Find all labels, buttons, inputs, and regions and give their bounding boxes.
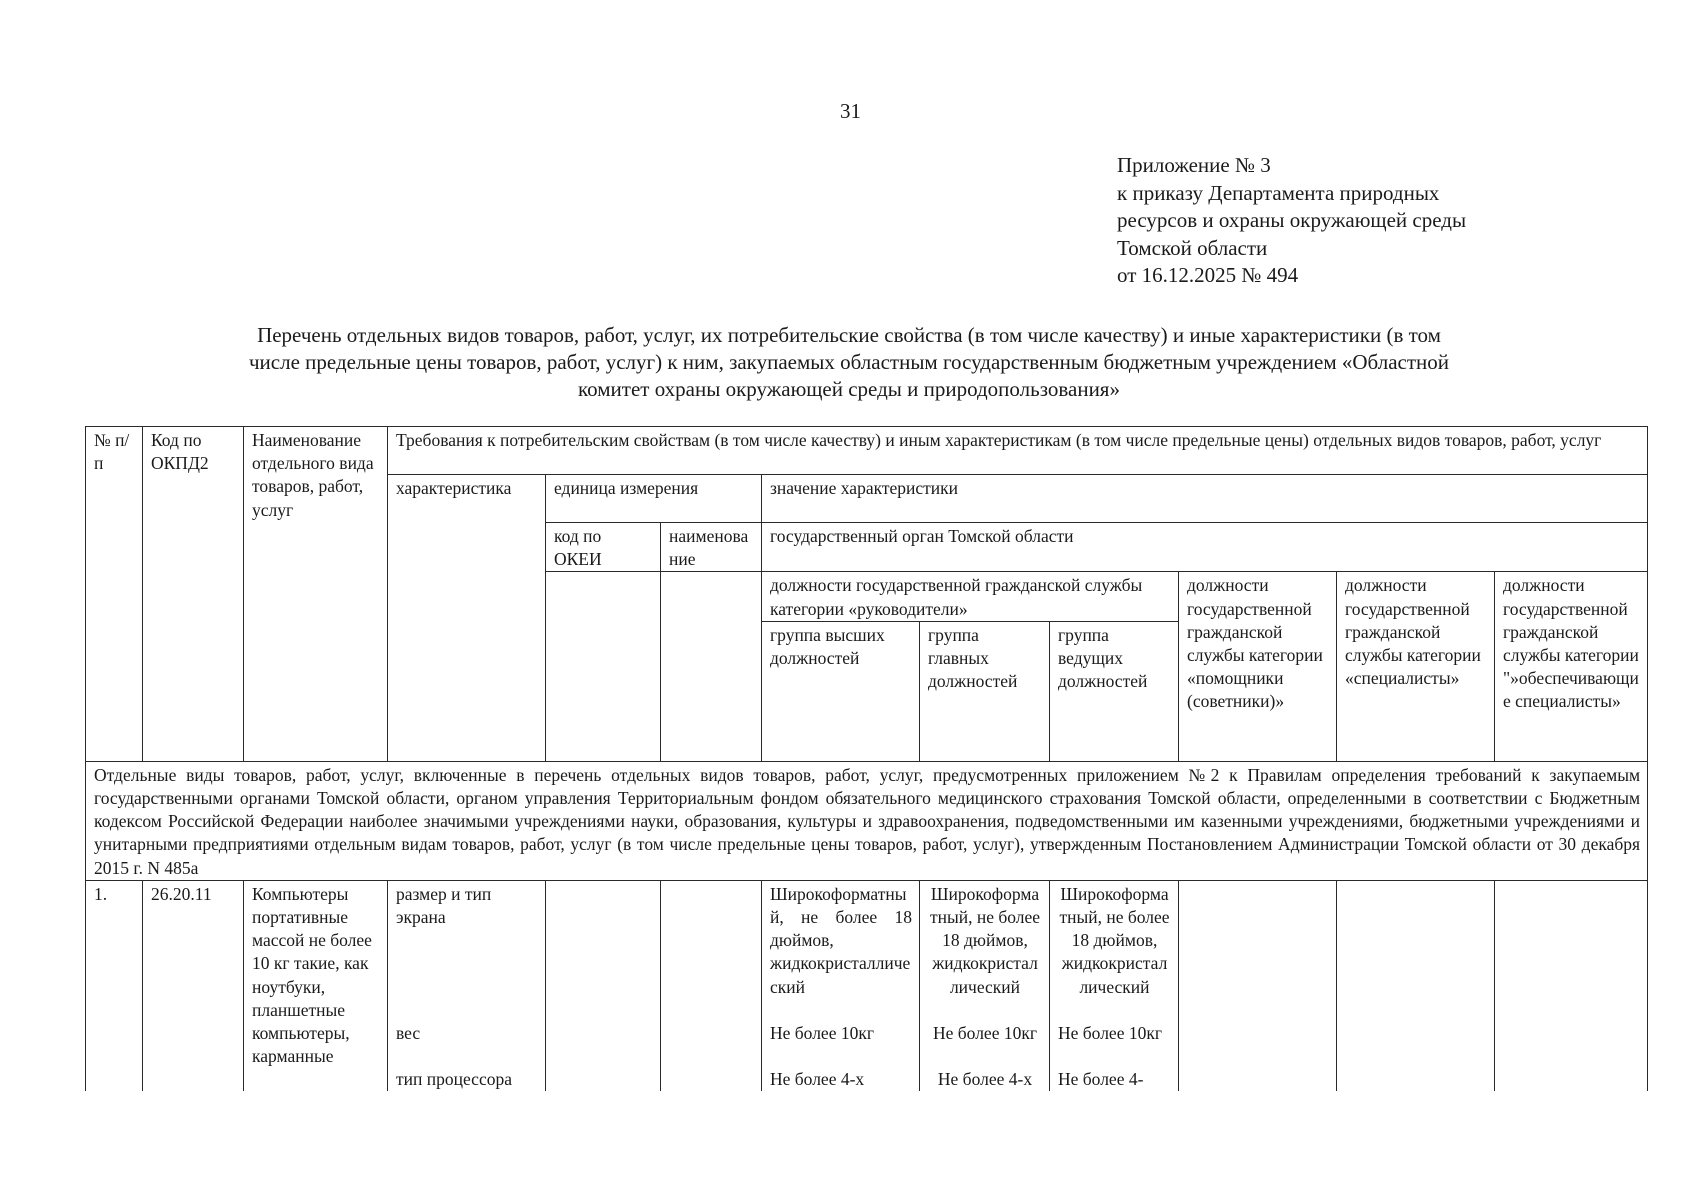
header-okei: код по ОКЕИ xyxy=(546,523,661,572)
header-leaders: должности государственной гражданской службы категории «руководители» xyxy=(762,572,1179,621)
header-group-main: группа главных должностей xyxy=(920,621,1050,761)
header-unit-name: наименование xyxy=(661,523,762,572)
header-group-highest: группа высших должностей xyxy=(762,621,920,761)
header-characteristic: характеристика xyxy=(388,475,546,762)
row1-highest-screen: Широкоформатный, не более 18 дюймов, жидкокристаллический xyxy=(770,883,912,997)
header-okei-empty xyxy=(546,572,661,761)
appendix-line: Томской области xyxy=(1117,235,1268,260)
row1-char-weight: вес xyxy=(396,1022,421,1043)
row1-num: 1. xyxy=(86,880,143,1091)
row1-main-screen: Широкоформатный, не более 18 дюймов, жидкокристаллический xyxy=(929,883,1041,997)
row1-main-cpu: Не более 4-х xyxy=(937,1068,1033,1089)
header-okpd: Код по ОКПД2 xyxy=(143,427,244,762)
header-unit-name-empty xyxy=(661,572,762,761)
appendix-line: ресурсов и охраны окружающей среды xyxy=(1117,208,1467,232)
row1-supporting xyxy=(1495,880,1648,1091)
header-unit: единица измерения xyxy=(546,475,762,523)
document-title xyxy=(100,322,1598,403)
row1-highest-cpu: Не более 4-х xyxy=(770,1068,865,1089)
row1-leading-screen: Широкоформатный, не более 18 дюймов, жидкокристаллический xyxy=(1059,883,1170,997)
header-assistants: должности государственной гражданской службы категории «помощники (советники)» xyxy=(1179,572,1337,761)
header-supporting: должности государственной гражданской службы категории "»обеспечивающие специалисты» xyxy=(1495,572,1648,761)
header-requirements: Требования к потребительским свойствам (в том числе качеству) и иным характеристикам (в том числе предельные цены) отдельных видов товаров, работ, услуг xyxy=(388,427,1648,475)
row1-main xyxy=(920,880,1050,1091)
header-group-leading: группа ведущих должностей xyxy=(1050,621,1179,761)
appendix-line: от 16.12.2025 № 494 xyxy=(1117,263,1299,287)
header-gov-body: государственный орган Томской области xyxy=(762,523,1648,572)
row1-highest-weight: Не более 10кг xyxy=(770,1022,875,1043)
title-line: числе предельные цены товаров, работ, услуг) к ним, закупаемых областным государственным бюджетным учреждением «Областной xyxy=(249,350,1449,374)
appendix-block xyxy=(1117,152,1466,290)
appendix-line: Приложение № 3 xyxy=(1117,153,1271,177)
row1-name: Компьютеры портативные массой не более 10 кг такие, как ноутбуки, планшетные компьютеры, карманные xyxy=(244,880,388,1091)
title-line: Перечень отдельных видов товаров, работ, услуг, их потребительские свойства (в том числе качеству) и иные характеристики (в том xyxy=(257,323,1441,347)
page-number: 31 xyxy=(840,99,861,123)
header-specialists: должности государственной гражданской службы категории «специалисты» xyxy=(1337,572,1495,761)
row1-char-screen: размер и тип экрана xyxy=(396,883,492,928)
header-value: значение характеристики xyxy=(762,475,1648,523)
requirements-table xyxy=(85,426,1648,1091)
row1-leading xyxy=(1050,880,1179,1091)
header-name: Наименование отдельного вида товаров, работ, услуг xyxy=(244,427,388,762)
row1-main-weight: Не более 10кг xyxy=(932,1022,1038,1043)
row1-highest xyxy=(762,880,920,1091)
row1-char-cpu: тип процессора xyxy=(396,1068,512,1089)
appendix-line: к приказу Департамента природных xyxy=(1117,180,1440,205)
row1-leading-weight: Не более 10кг xyxy=(1058,1022,1163,1043)
row1-okpd: 26.20.11 xyxy=(143,880,244,1091)
row1-specialists xyxy=(1337,880,1495,1091)
row1-okei xyxy=(546,880,661,1091)
row1-leading-cpu: Не более 4- xyxy=(1058,1068,1144,1089)
header-num: № п/п xyxy=(86,427,143,762)
row1-characteristics xyxy=(388,880,546,1091)
title-line: комитет охраны окружающей среды и природопользования» xyxy=(578,377,1120,401)
row1-assistants xyxy=(1179,880,1337,1091)
section-row: Отдельные виды товаров, работ, услуг, включенные в перечень отдельных видов товаров, работ, услуг, предусмотренных приложением №2 к Правилам определения требований к закупаемым государственными органами Томской области, органом управления Территориальным фондом обязательного медицинского страхования Томской области, определенными в соответствии с Бюджетным кодексом Российской Федерации наиболее значимыми учреждениями науки, образования, культуры и здравоохранения, подведомственными им казенными учреждениями, бюджетными учреждениями и унитарными предприятиями отдельным видам товаров, работ, услуг (в том числе предельные цены товаров, работ, услуг), утвержденным Постановлением Администрации Томской области от 30 декабря 2015 г. N 485а xyxy=(86,761,1648,880)
row1-unit-name xyxy=(661,880,762,1091)
